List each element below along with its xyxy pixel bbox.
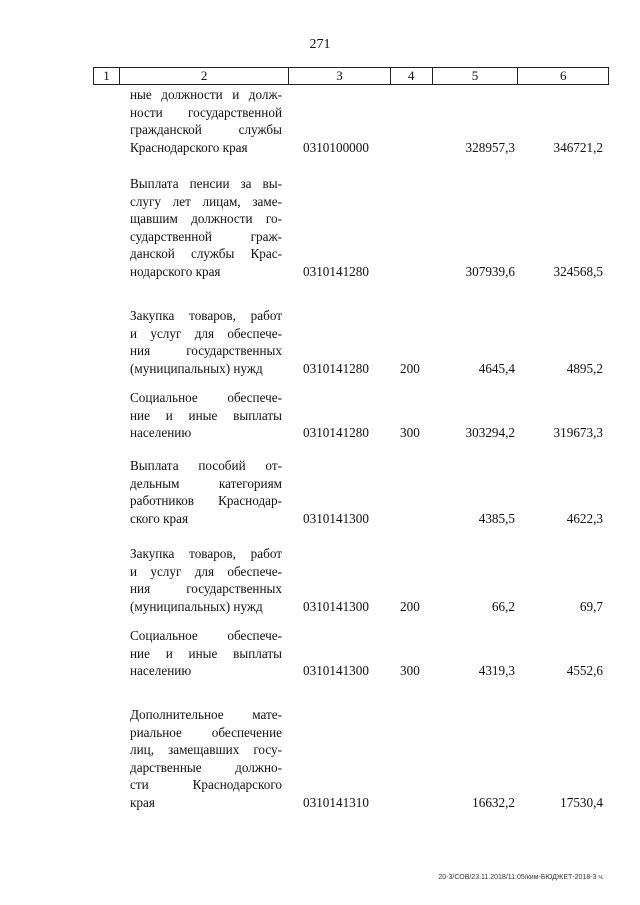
row-name-line: щавшим должности го- [130,211,282,226]
row-name [130,307,282,377]
row-value-col6: 346721,2 [553,139,603,155]
row-code: 0310141280 [303,360,369,376]
table-row [0,457,640,527]
row-value-col5: 328957,3 [465,139,515,155]
header-col-5: 5 [433,68,519,84]
row-name-line: слугу лет лицам, заме- [130,193,282,209]
row-name-line: ского края [130,510,189,526]
row-name [130,706,282,811]
row-code: 0310141280 [303,263,369,279]
row-name-line: Выплата пособий от- [130,458,282,473]
table-row [0,175,640,280]
row-name-line: (муниципальных) нужд [130,360,263,376]
row-name-line: и услуг для обеспече- [130,563,282,579]
row-name-line: данской службы Крас- [130,246,282,261]
table-header [93,67,609,85]
row-name-line: Закупка товаров, работ [130,308,282,323]
header-col-2: 2 [120,68,289,84]
footer-note: 20-3/СОВ/23.11.2018/11:05/ким-БЮДЖЕТ-2018-3 ч. [438,874,604,881]
row-code: 0310100000 [303,139,369,155]
row-name-line: (муниципальных) нужд [130,598,263,614]
row-name [130,545,282,615]
row-name [130,389,282,442]
table-row [0,389,640,442]
row-name-line: населению [130,663,192,678]
row-value-col5: 4319,3 [478,663,515,678]
row-value-col5: 303294,2 [465,425,515,440]
header-col-4: 4 [391,68,433,84]
row-name-line: и услуг для обеспече- [130,325,282,341]
row-value-col6: 17530,4 [560,794,603,810]
row-name-line: ние и иные выплаты [130,407,282,423]
row-name-line: Краснодарского края [130,139,248,155]
row-value-col5: 16632,2 [472,794,515,810]
row-name-line: дарственные должно- [130,759,282,775]
row-name-line: ные должности и долж- [130,87,282,102]
row-code: 0310141300 [303,510,369,526]
row-value-col6: 319673,3 [553,425,603,440]
row-name-line: работников Краснодар- [130,493,282,508]
row-name [130,457,282,527]
row-value-col6: 4552,6 [566,663,603,678]
row-name-line: ния государственных [130,581,282,596]
row-name-line: ности государственной [130,104,282,120]
table-row [0,627,640,680]
row-name-line: населению [130,425,192,440]
row-type: 300 [400,425,420,440]
row-name-line: Социальное обеспече- [130,628,282,643]
row-value-col5: 66,2 [491,598,515,614]
row-name-line: Социальное обеспече- [130,390,282,405]
row-name-line: сти Краснодарского [130,777,282,792]
row-code: 0310141310 [303,794,369,810]
row-name-line: дельным категориям [130,475,282,491]
page-number: 271 [309,37,331,52]
row-type: 300 [400,663,420,678]
row-name [130,175,282,280]
row-type: 200 [400,598,420,614]
row-name-line: нодарского края [130,263,221,279]
row-type: 200 [400,360,420,376]
row-name-line: сударственной граж- [130,228,282,244]
row-value-col5: 4385,5 [478,510,515,526]
row-value-col6: 4622,3 [566,510,603,526]
row-value-col5: 307939,6 [465,263,515,279]
table-row [0,706,640,811]
header-col-1: 1 [94,68,120,84]
row-value-col6: 69,7 [579,598,603,614]
row-name-line: ния государственных [130,343,282,358]
row-name [130,627,282,680]
header-col-3: 3 [289,68,391,84]
row-value-col6: 324568,5 [553,263,603,279]
row-code: 0310141300 [303,663,369,678]
row-name [130,86,282,156]
row-name-line: риальное обеспечение [130,724,282,740]
row-name-line: лиц, замещавших госу- [130,742,282,757]
row-name-line: ние и иные выплаты [130,645,282,661]
table-row [0,86,640,156]
row-code: 0310141300 [303,598,369,614]
row-code: 0310141280 [303,425,369,440]
row-name-line: Закупка товаров, работ [130,546,282,561]
table-row [0,545,640,615]
row-name-line: Дополнительное мате- [130,707,282,722]
table-row [0,307,640,377]
row-name-line: края [130,794,155,810]
row-name-line: гражданской службы [130,122,282,137]
row-name-line: Выплата пенсии за вы- [130,176,282,191]
header-col-6: 6 [559,68,567,83]
row-value-col5: 4645,4 [478,360,515,376]
row-value-col6: 4895,2 [566,360,603,376]
